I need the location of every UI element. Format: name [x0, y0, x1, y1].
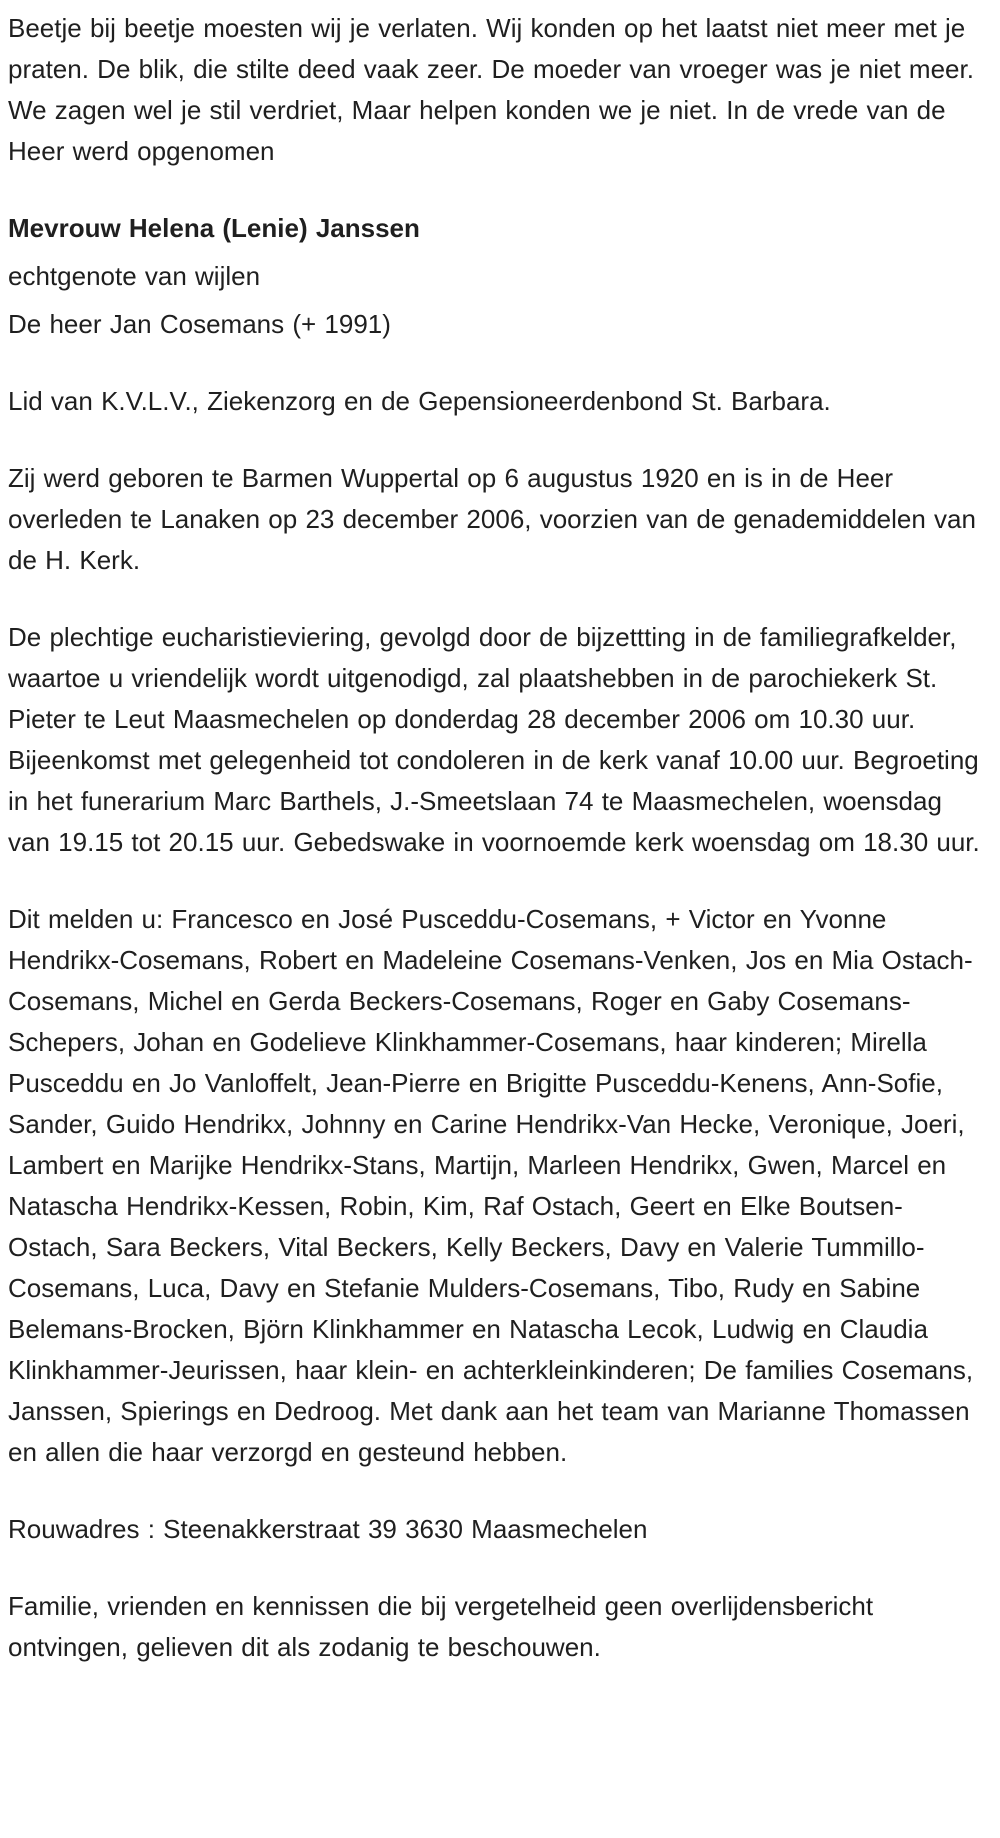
- memorial-poem: Beetje bij beetje moesten wij je verlaten. Wij konden op het laatst niet meer met je praten. De blik, die stilte deed vaak zeer. De moeder van vroeger was je niet meer. We zagen wel je stil verdriet, Maar helpen konden we je niet. In de vrede van de Heer werd opgenomen: [8, 13, 974, 166]
- spouse-intro: echtgenote van wijlen: [8, 261, 261, 291]
- deceased-name: Mevrouw Helena (Lenie) Janssen: [8, 213, 420, 243]
- apology-notice: Familie, vrienden en kennissen die bij vergetelheid geen overlijdensbericht ontvingen, gelieven dit als zodanig te beschouwen.: [8, 1591, 874, 1662]
- funeral-details: De plechtige eucharistieviering, gevolgd door de bijzettting in de familiegrafkelder, waartoe u vriendelijk wordt uitgenodigd, zal plaatshebben in de parochiekerk St. Pieter te Leut Maasmechelen op donderdag 28 december 2006 om 10.30 uur. Bijeenkomst met gelegenheid tot condoleren in de kerk vanaf 10.00 uur. Begroeting in het funerarium Marc Barthels, J.-Smeetslaan 74 te Maasmechelen, woensdag van 19.15 tot 20.15 uur. Gebedswake in voornoemde kerk woensdag om 18.30 uur.: [8, 622, 980, 857]
- birth-death-details: Zij werd geboren te Barmen Wuppertal op 6 augustus 1920 en is in de Heer overleden te Lanaken op 23 december 2006, voorzien van de genademiddelen van de H. Kerk.: [8, 463, 976, 575]
- mourning-address: Rouwadres : Steenakkerstraat 39 3630 Maasmechelen: [8, 1514, 648, 1544]
- spouse-name: De heer Jan Cosemans (+ 1991): [8, 309, 391, 339]
- memberships: Lid van K.V.L.V., Ziekenzorg en de Gepensioneerdenbond St. Barbara.: [8, 386, 831, 416]
- family-announcement: Dit melden u: Francesco en José Pusceddu-Cosemans, + Victor en Yvonne Hendrikx-Cosemans, Robert en Madeleine Cosemans-Venken, Jos en Mia Ostach-Cosemans, Michel en Gerda Beckers-Cosemans, Roger en Gaby Cosemans-Schepers, Johan en Godelieve Klinkhammer-Cosemans, haar kinderen; Mirella Pusceddu en Jo Vanloffelt, Jean-Pierre en Brigitte Pusceddu-Kenens, Ann-Sofie, Sander, Guido Hendrikx, Johnny en Carine Hendrikx-Van Hecke, Veronique, Joeri, Lambert en Marijke Hendrikx-Stans, Martijn, Marleen Hendrikx, Gwen, Marcel en Natascha Hendrikx-Kessen, Robin, Kim, Raf Ostach, Geert en Elke Boutsen-Ostach, Sara Beckers, Vital Beckers, Kelly Beckers, Davy en Valerie Tummillo-Cosemans, Luca, Davy en Stefanie Mulders-Cosemans, Tibo, Rudy en Sabine Belemans-Brocken, Björn Klinkhammer en Natascha Lecok, Ludwig en Claudia Klinkhammer-Jeurissen, haar klein- en achterkleinkinderen; De families Cosemans, Janssen, Spierings en Dedroog. Met dank aan het team van Marianne Thomassen en allen die haar verzorgd en gesteund hebben.: [8, 904, 974, 1467]
